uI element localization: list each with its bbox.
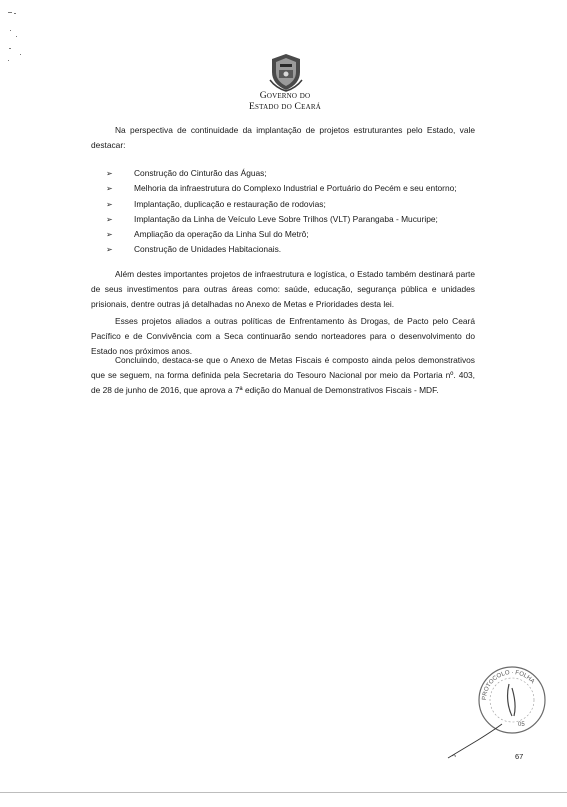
arrow-bullet-icon: ➢	[106, 169, 113, 178]
government-title-line2: Estado do Ceará	[249, 100, 321, 112]
signature	[446, 722, 506, 762]
list-item	[106, 227, 486, 242]
government-title-line1: Governo do	[259, 90, 311, 101]
arrow-bullet-icon: ➢	[106, 245, 113, 255]
projects-list	[106, 166, 486, 258]
arrow-bullet-icon: ➢	[106, 199, 113, 209]
paragraph-policies: Esses projetos aliados a outras políticas de Enfrentamento às Drogas, de Pacto pelo Ceará Pacífico e de Convivência com a Seca continuarão sendo norteadores para o desenvolvimento do Estado nos próximos anos.	[91, 316, 475, 356]
stamp-number: 05	[518, 722, 525, 728]
list-item-text: Ampliação da operação da Linha Sul do Metrô;	[134, 229, 309, 240]
list-item-text: Implantação da Linha de Veículo Leve Sobre Trilhos (VLT) Parangaba - Mucuripe;	[134, 213, 438, 224]
scan-marks	[6, 8, 36, 68]
paragraph-investments: Além destes importantes projetos de infraestrutura e logística, o Estado também destinará parte de seus investimentos para outras áreas como: saúde, educação, segurança pública e unidades prisionais, dentre outras já detalhadas no Anexo de Metas e Prioridades desta lei.	[91, 269, 475, 309]
list-item	[106, 181, 486, 196]
list-item	[106, 242, 486, 257]
arrow-bullet-icon: ➢	[106, 184, 113, 194]
list-item-text: Implantação, duplicação e restauração de rodovias;	[134, 198, 326, 209]
list-item	[106, 212, 486, 227]
footer-divider	[0, 792, 567, 793]
list-item-text: Construção de Unidades Habitacionais.	[134, 244, 282, 255]
intro-paragraph: Na perspectiva de continuidade da implantação de projetos estruturantes pelo Estado, vale destacar:	[91, 125, 475, 150]
list-item-text: Melhoria da infraestrutura do Complexo Industrial e Portuário do Pecém e seu entorno;	[134, 183, 457, 194]
list-item	[106, 166, 486, 181]
list-item-text: Construção do Cinturão das Águas;	[134, 168, 267, 178]
list-item	[106, 197, 486, 212]
page-number: 67	[515, 752, 524, 761]
arrow-bullet-icon: ➢	[106, 230, 113, 240]
government-title	[200, 91, 370, 112]
arrow-bullet-icon: ➢	[106, 214, 113, 224]
ceara-coat-of-arms-icon	[266, 52, 306, 92]
stamp-text: PROTOCOLO · FOLHA	[481, 669, 536, 701]
paragraph-conclusion: Concluindo, destaca-se que o Anexo de Metas Fiscais é composto ainda pelos demonstrativos que se seguem, na forma definida pela Secretaria do Tesouro Nacional por meio da Portaria nº. 403, de 28 de junho de 2016, que aprova a 7ª edição do Manual de Demonstrativos Fiscais - MDF.	[91, 355, 475, 395]
